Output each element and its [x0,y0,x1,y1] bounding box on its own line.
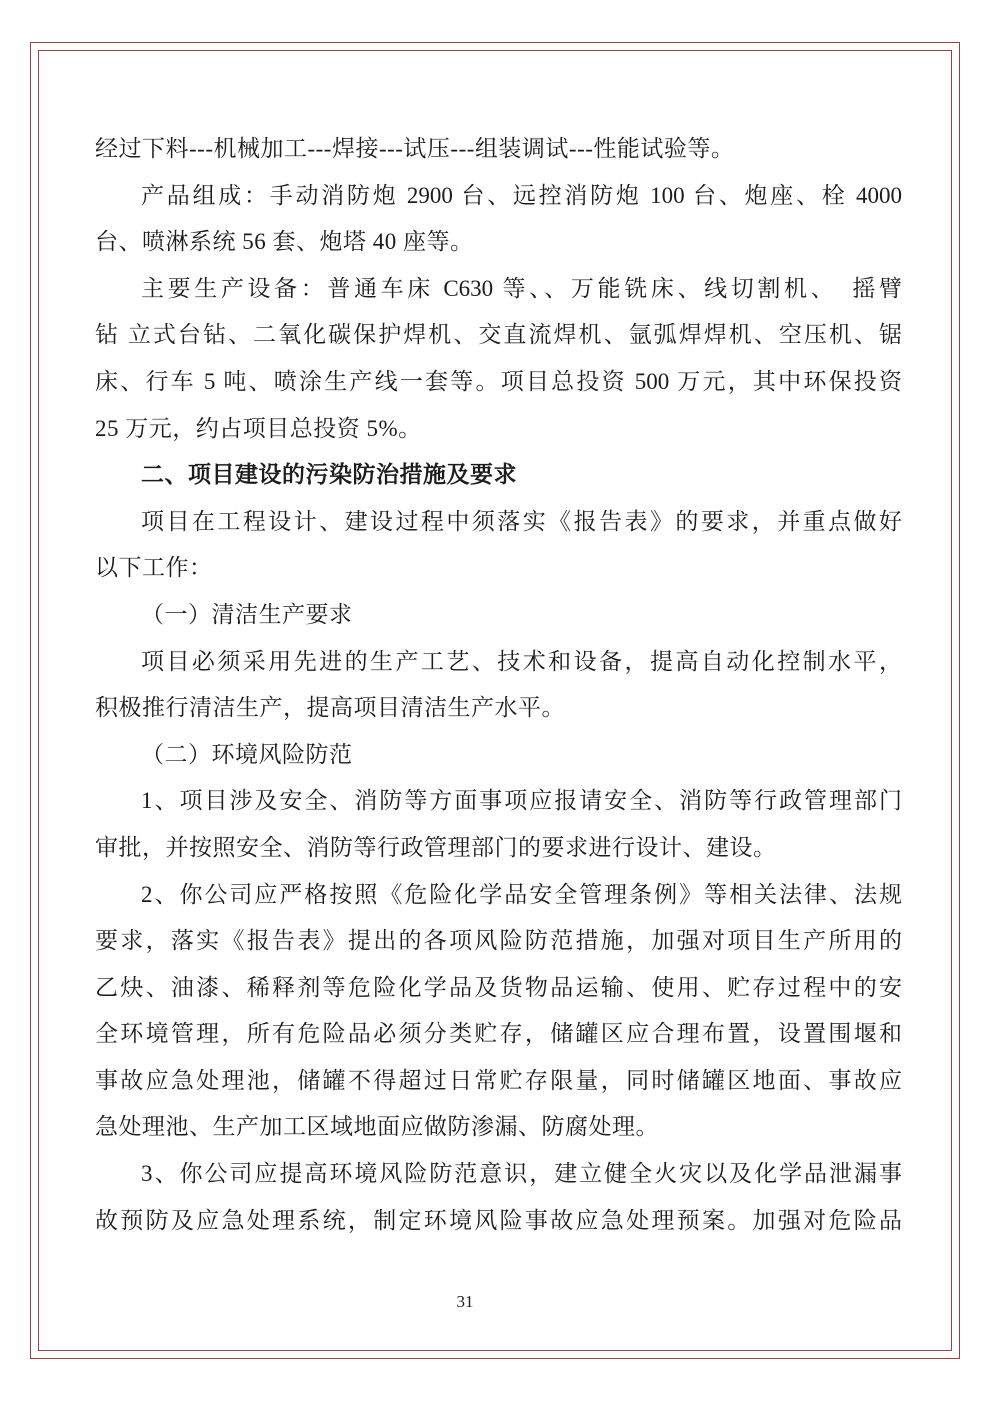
document-body [95,126,902,1244]
text-line: 项目在工程设计、建设过程中须落实《报告表》的要求，并重点做好 [141,508,902,534]
text-line: 以下工作： [95,555,213,581]
text-line: 台、喷淋系统 56 套、炮塔 40 座等。 [95,229,474,255]
text-line: 二、项目建设的污染防治措施及要求 [141,462,517,488]
text-line: 2、你公司应严格按照《危险化学品安全管理条例》等相关法律、法规 [141,881,902,907]
text-line: 乙炔、油漆、稀释剂等危险化学品及货物品运输、使用、贮存过程中的安 [95,974,902,1000]
text-line: 产品组成：手动消防炮 2900 台、远控消防炮 100 台、炮座、栓 4000 [141,182,902,208]
text-line: 经过下料---机械加工---焊接---试压---组装调试---性能试验等。 [95,136,735,161]
text-line: 故预防及应急处理系统，制定环境风险事故应急处理预案。加强对危险品 [95,1207,902,1233]
text-line: 项目必须采用先进的生产工艺、技术和设备，提高自动化控制水平， [141,648,902,674]
text-line: 急处理池、生产加工区域地面应做防渗漏、防腐处理。 [95,1114,659,1140]
text-line: 积极推行清洁生产，提高项目清洁生产水平。 [95,695,565,721]
text-line: （二）环境风险防范 [141,741,353,767]
text-line: 钻 立式台钻、二氧化碳保护焊机、交直流焊机、氩弧焊焊机、空压机、锯 [95,322,902,348]
page-number: 31 [456,1292,474,1311]
text-line: （一）清洁生产要求 [141,601,353,627]
text-line: 全环境管理，所有危险品必须分类贮存，储罐区应合理布置，设置围堰和 [95,1021,902,1047]
text-line: 1、项目涉及安全、消防等方面事项应报请安全、消防等行政管理部门 [141,788,902,814]
text-line: 3、你公司应提高环境风险防范意识，建立健全火灾以及化学品泄漏事 [141,1161,902,1187]
text-line: 要求，落实《报告表》提出的各项风险防范措施，加强对项目生产所用的 [95,928,902,954]
text-line: 事故应急处理池，储罐不得超过日常贮存限量，同时储罐区地面、事故应 [95,1067,902,1093]
text-line: 审批，并按照安全、消防等行政管理部门的要求进行设计、建设。 [95,834,777,860]
text-line: 主要生产设备：普通车床 C630 等、、万能铣床、线切割机、 摇臂 [141,275,902,301]
text-line: 床、行车 5 吨、喷涂生产线一套等。项目总投资 500 万元，其中环保投资 [95,368,902,394]
text-line: 25 万元，约占项目总投资 5%。 [95,415,422,441]
